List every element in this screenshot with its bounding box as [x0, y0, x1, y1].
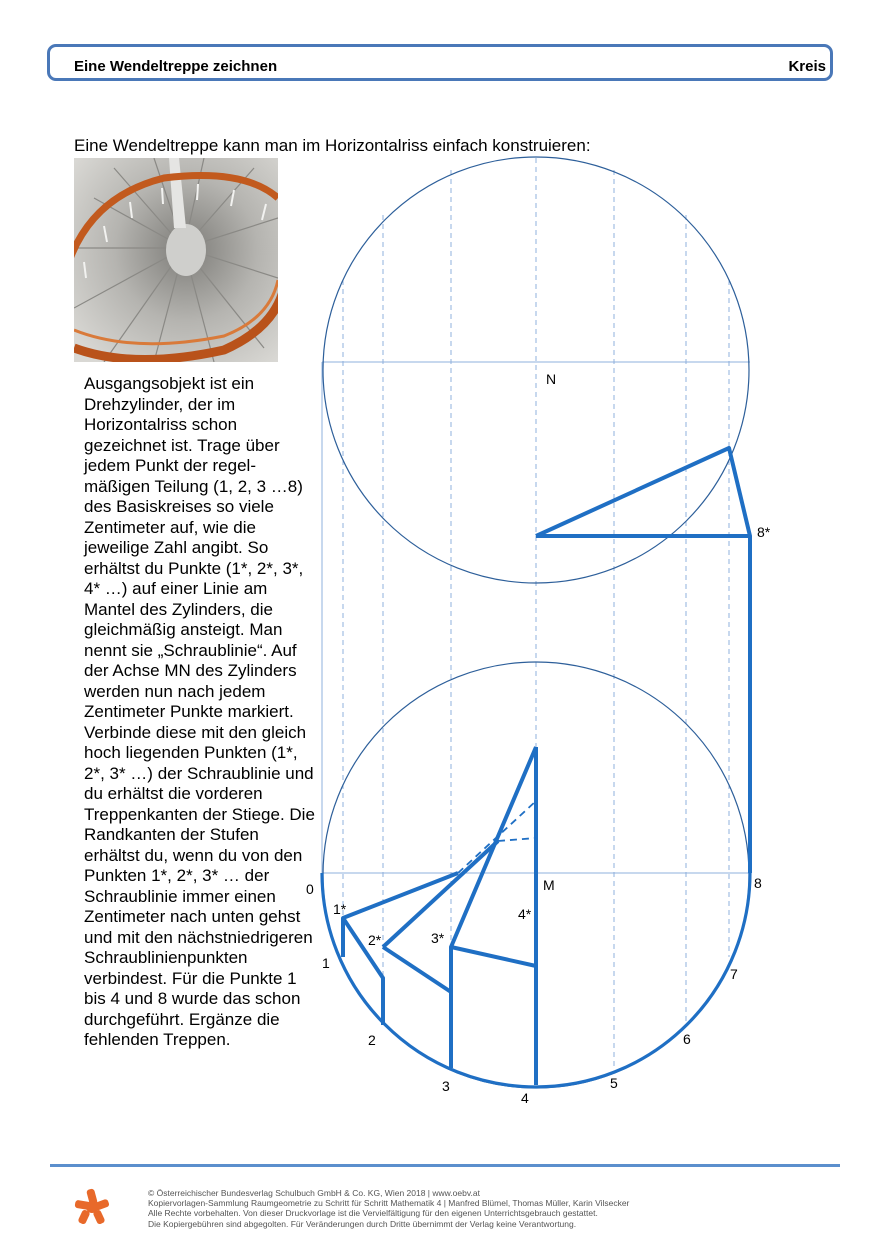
step-8	[536, 448, 750, 536]
instruction-paragraph: Ausgangsobjekt ist ein Drehzylinder, der im Horizontalriss schon gezeichnet ist. Trage über jedem Punkt der regel-mäßigen Teilung (1, 2, 3 …8) des Basiskreises so viele Zentimeter auf, wie die jeweilige Zahl angibt. So erhältst du Punkte (1*, 2*, 3*, 4* …) auf einer Linie am Mantel des Zylinders, die gleichmäßig ansteigt. Man nennt sie „Schraublinie“. Auf der Achse MN des Zylinders werden nun nach jedem Zentimeter Punkte markiert. Verbinde diese mit den gleich hoch liegenden Punkten (1*, 2*, 3* …) der Schraublinie und du erhältst die vorderen Treppenkanten der Stiege. Die Randkanten der Stufen erhältst du, wenn du von den Punkten 1*, 2*, 3* … der Schraublinie immer einen Zentimeter nach unten gehst und mit den nächstniedrigeren Schraublinienpunkten verbindest. Für die Punkte 1 bis 4 und 8 wurde das schon durchgeführt. Ergänze die fehlenden Treppen.	[84, 374, 315, 1049]
footer-line-2: Kopiervorlagen-Sammlung Raumgeometrie zu Schritt für Schritt Mathematik 4 | Manfred Blümel, Thomas Müller, Karin Vilsecker	[148, 1198, 630, 1209]
footer-line-1: © Österreichischer Bundesverlag Schulbuch GmbH & Co. KG, Wien 2018 | www.oebv.at	[148, 1188, 480, 1198]
footer-line-3: Alle Rechte vorbehalten. Von dieser Druckvorlage ist die Vervielfältigung für den eigenen Unterrichtsgebrauch gestattet.	[148, 1208, 598, 1219]
point-labels	[306, 371, 771, 1106]
label-point-3: 3	[442, 1078, 450, 1094]
footer-copyright	[148, 1188, 629, 1229]
staircase-construction	[343, 448, 750, 1085]
label-helix-8: 8*	[757, 524, 771, 540]
dashed-extensions	[458, 801, 536, 873]
label-point-0: 0	[306, 881, 314, 897]
label-point-5: 5	[610, 1075, 618, 1091]
intro-text: Eine Wendeltreppe kann man im Horizontalriss einfach konstruieren:	[74, 136, 591, 155]
worksheet-title: Eine Wendeltreppe zeichnen	[74, 58, 278, 75]
label-point-4: 4	[521, 1090, 529, 1106]
label-point-6: 6	[683, 1031, 691, 1047]
footer-divider	[50, 1164, 840, 1167]
label-m: M	[543, 877, 555, 893]
label-helix-2: 2*	[368, 932, 382, 948]
worksheet-topic: Kreis	[788, 58, 826, 75]
edge-2-3	[383, 947, 451, 992]
publisher-logo	[72, 1186, 112, 1226]
label-point-2: 2	[368, 1032, 376, 1048]
edge-3-4	[451, 947, 536, 966]
label-point-1: 1	[322, 955, 330, 971]
label-helix-1: 1*	[333, 901, 347, 917]
label-point-7: 7	[730, 966, 738, 982]
footer-line-4: Die Kopiergebühren sind abgegolten. Für Veränderungen durch Dritte übernimmt der Verlag keine Verantwortung.	[148, 1218, 577, 1229]
label-point-8: 8	[754, 875, 762, 891]
dashed-line-2	[498, 838, 536, 841]
label-n: N	[546, 371, 557, 387]
label-helix-4: 4*	[518, 906, 532, 922]
label-helix-3: 3*	[431, 930, 445, 946]
dashed-line-1	[458, 801, 536, 873]
